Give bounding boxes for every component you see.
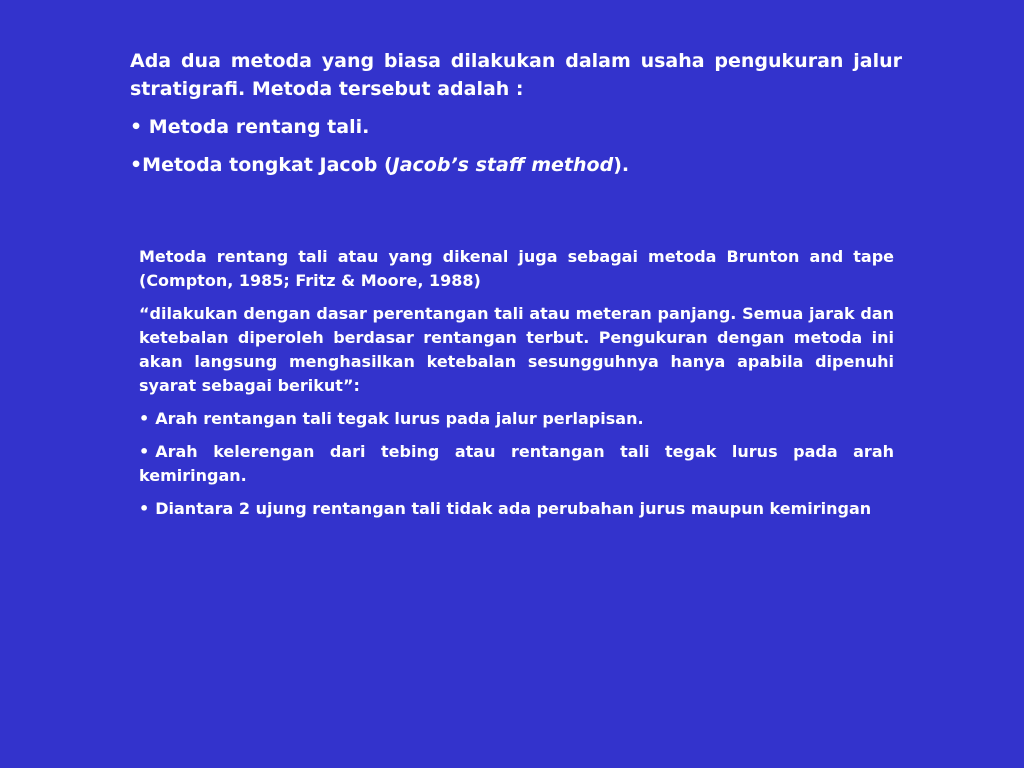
detail-paragraph-2: “dilakukan dengan dasar perentangan tali atau meteran panjang. Semua jarak dan ketebalan diperoleh berdasar rentangan terbut. Pengukuran dengan metoda ini akan langsung menghasilkan ketebalan sesungguhnya hanya apabila dipenuhi syarat sebagai berikut”: — [139, 304, 894, 395]
bullet-icon: • — [130, 116, 143, 138]
intro-bullet-item-2 — [130, 151, 902, 179]
bullet-icon: • — [139, 442, 150, 461]
detail-block — [139, 245, 894, 530]
intro-block — [130, 47, 902, 179]
intro-paragraph: Ada dua metoda yang biasa dilakukan dalam usaha pengukuran jalur stratigrafi. Metoda tersebut adalah : — [130, 50, 902, 100]
detail-paragraph-1: Metoda rentang tali atau yang dikenal juga sebagai metoda Brunton and tape (Compton, 1985; Fritz & Moore, 1988) — [139, 247, 894, 290]
intro-item-1-text: Metoda rentang tali. — [148, 116, 370, 138]
condition-item-1 — [139, 407, 894, 431]
intro-item-2-suffix: ). — [613, 154, 630, 176]
condition-item-2 — [139, 440, 894, 488]
bullet-icon: • — [139, 499, 150, 518]
bullet-icon: • — [130, 154, 143, 176]
intro-item-2-italic: Jacob’s staff method — [392, 154, 614, 176]
bullet-icon: • — [139, 409, 150, 428]
intro-bullet-item-1 — [130, 113, 902, 141]
intro-item-2-prefix: Metoda tongkat Jacob ( — [142, 154, 393, 176]
condition-text: Arah rentangan tali tegak lurus pada jalur perlapisan. — [155, 409, 644, 428]
condition-text: Arah kelerengan dari tebing atau rentangan tali tegak lurus pada arah kemiringan. — [139, 442, 894, 485]
condition-text: Diantara 2 ujung rentangan tali tidak ada perubahan jurus maupun kemiringan — [155, 499, 872, 518]
condition-item-3 — [139, 497, 894, 521]
